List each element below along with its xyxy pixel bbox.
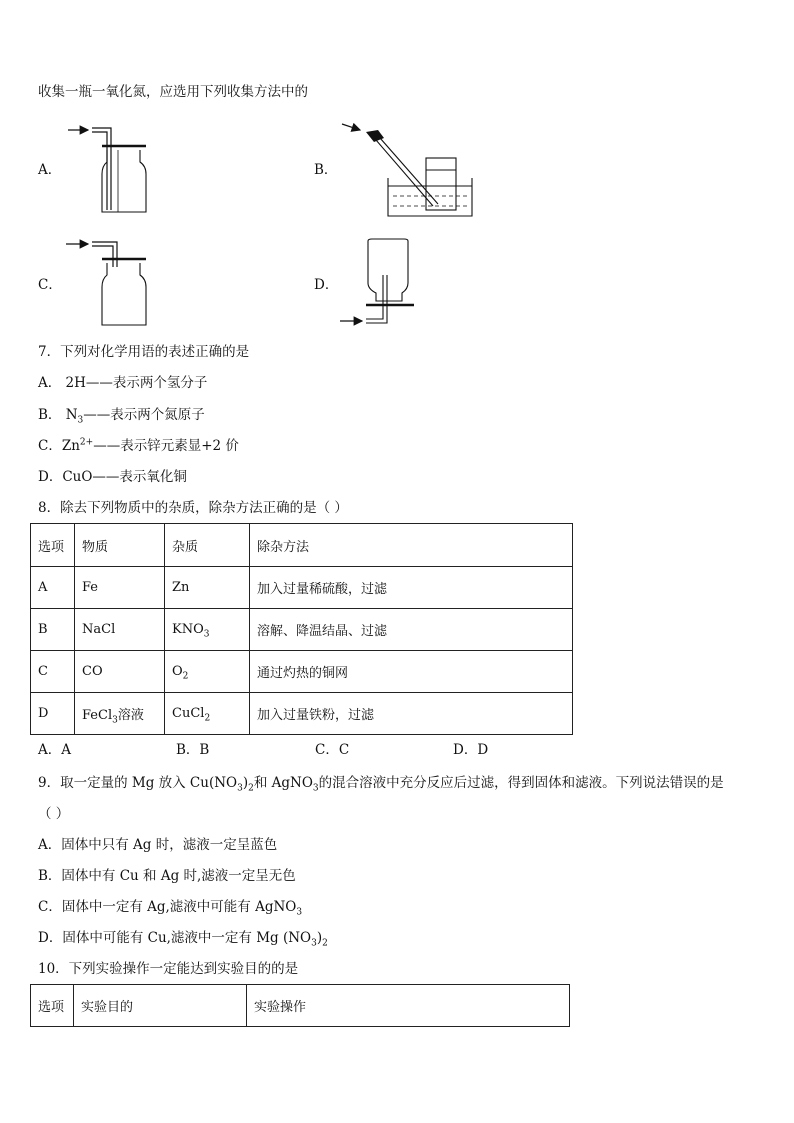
q7-d-text: ——表示氧化铜 bbox=[92, 469, 187, 485]
table-cell bbox=[165, 693, 250, 735]
header-cell: 选项 bbox=[31, 985, 74, 1027]
table-cell: Fe bbox=[75, 567, 165, 609]
q7-c-superscript: 2+ bbox=[79, 437, 94, 448]
table-cell: 通过灼热的铜网 bbox=[250, 651, 573, 693]
q7-c-text: ——表示锌元素显+2 价 bbox=[93, 438, 239, 454]
q9-answer-paren: （ ） bbox=[38, 806, 70, 822]
formula: CuCl bbox=[172, 706, 205, 721]
table-cell: CO bbox=[75, 651, 165, 693]
table-cell: B bbox=[31, 609, 75, 651]
table-cell: NaCl bbox=[75, 609, 165, 651]
table-cell bbox=[165, 609, 250, 651]
water-displacement-diagram bbox=[338, 118, 478, 218]
table-row bbox=[31, 693, 573, 735]
formula: FeCl bbox=[82, 708, 113, 723]
table-cell: Zn bbox=[165, 567, 250, 609]
q7-option-b bbox=[38, 406, 205, 424]
header-cell: 除杂方法 bbox=[250, 524, 573, 567]
table-cell: D bbox=[31, 693, 75, 735]
q7-stem: 7．下列对化学用语的表述正确的是 bbox=[38, 344, 250, 360]
q9-stem-part: 9．取一定量的 Mg 放入 Cu(NO bbox=[38, 775, 238, 791]
q9-stem-part: 和 AgNO bbox=[253, 775, 313, 791]
subscript: 3 bbox=[112, 715, 118, 726]
table-cell: A bbox=[31, 567, 75, 609]
q7-a-text: ——表示两个氢分子 bbox=[85, 375, 208, 391]
header-cell: 物质 bbox=[75, 524, 165, 567]
q7-b-prefix: B． bbox=[38, 407, 62, 423]
q7-b-formula: N bbox=[65, 407, 78, 423]
q9-c-text: C．固体中一定有 Ag,滤液中可能有 AgNO bbox=[38, 899, 297, 915]
table-cell: 加入过量铁粉，过滤 bbox=[250, 693, 573, 735]
q9-option-c bbox=[38, 898, 302, 916]
q9-option-d bbox=[38, 929, 328, 947]
q7-d-prefix: D． bbox=[38, 469, 63, 485]
q9-d-text: D．固体中可能有 Cu,滤液中一定有 Mg (NO bbox=[38, 930, 312, 946]
q6-option-d-label: D． bbox=[314, 277, 339, 293]
q6-stem: 收集一瓶一氧化氮，应选用下列收集方法中的 bbox=[38, 84, 308, 100]
q7-b-subscript: 3 bbox=[77, 415, 84, 426]
table-cell bbox=[165, 651, 250, 693]
formula: O bbox=[172, 664, 183, 679]
table-cell bbox=[75, 693, 165, 735]
header-cell: 实验目的 bbox=[74, 985, 247, 1027]
formula-tail: 溶液 bbox=[117, 708, 144, 723]
q9-stem-part: 的混合溶液中充分反应后过滤，得到固体和滤液。下列说法错误的是 bbox=[318, 775, 724, 791]
formula: KNO bbox=[172, 622, 204, 637]
q7-a-formula: 2H bbox=[65, 375, 86, 391]
table-row bbox=[31, 651, 573, 693]
table-row bbox=[31, 567, 573, 609]
q9-stem-part: ) bbox=[242, 775, 249, 791]
subscript: 2 bbox=[204, 713, 211, 724]
subscript: 3 bbox=[237, 783, 243, 794]
q9-option-b: B．固体中有 Cu 和 Ag 时,滤液一定呈无色 bbox=[38, 868, 296, 884]
table-cell: C bbox=[31, 651, 75, 693]
gas-bottle-long-tube-diagram bbox=[62, 120, 162, 220]
q8-answer-a: A．A bbox=[38, 742, 71, 758]
gas-bottle-short-tube-diagram bbox=[62, 235, 162, 335]
inverted-bottle-diagram bbox=[338, 235, 428, 330]
q8-stem: 8．除去下列物质中的杂质，除杂方法正确的是（ ） bbox=[38, 500, 348, 516]
q8-answer-d: D．D bbox=[453, 742, 489, 758]
subscript: 3 bbox=[296, 907, 303, 918]
q9-option-a: A．固体中只有 Ag 时，滤液一定呈蓝色 bbox=[38, 837, 278, 853]
table-cell: 溶解、降温结晶、过滤 bbox=[250, 609, 573, 651]
q8-answer-b: B．B bbox=[176, 742, 210, 758]
table-row bbox=[31, 609, 573, 651]
table-header-row bbox=[31, 985, 570, 1027]
q9-stem bbox=[38, 774, 724, 792]
q6-option-a-label: A． bbox=[38, 162, 62, 178]
q8-answer-c: C．C bbox=[315, 742, 350, 758]
q7-c-formula: Zn bbox=[61, 438, 80, 454]
q9-d-text: ) bbox=[316, 930, 323, 946]
q7-option-c bbox=[38, 437, 239, 455]
q7-a-prefix: A． bbox=[38, 375, 62, 391]
table-header-row bbox=[31, 524, 573, 567]
q10-table bbox=[30, 984, 570, 1027]
q7-d-formula: CuO bbox=[62, 469, 93, 485]
header-cell: 选项 bbox=[31, 524, 75, 567]
q10-stem: 10．下列实验操作一定能达到实验目的的是 bbox=[38, 961, 299, 977]
q8-table bbox=[30, 523, 573, 735]
header-cell: 实验操作 bbox=[247, 985, 570, 1027]
q7-b-text: ——表示两个氮原子 bbox=[83, 407, 205, 423]
header-cell: 杂质 bbox=[165, 524, 250, 567]
q7-c-prefix: C． bbox=[38, 438, 62, 454]
subscript: 2 bbox=[322, 938, 328, 949]
subscript: 3 bbox=[311, 938, 317, 949]
table-cell: 加入过量稀硫酸，过滤 bbox=[250, 567, 573, 609]
subscript: 3 bbox=[203, 629, 210, 640]
subscript: 2 bbox=[182, 671, 189, 682]
q6-option-c-label: C． bbox=[38, 277, 62, 293]
q6-option-b-label: B． bbox=[314, 162, 338, 178]
q7-option-d bbox=[38, 468, 187, 486]
subscript: 2 bbox=[248, 783, 254, 794]
q7-option-a bbox=[38, 374, 207, 392]
subscript: 3 bbox=[312, 783, 319, 794]
